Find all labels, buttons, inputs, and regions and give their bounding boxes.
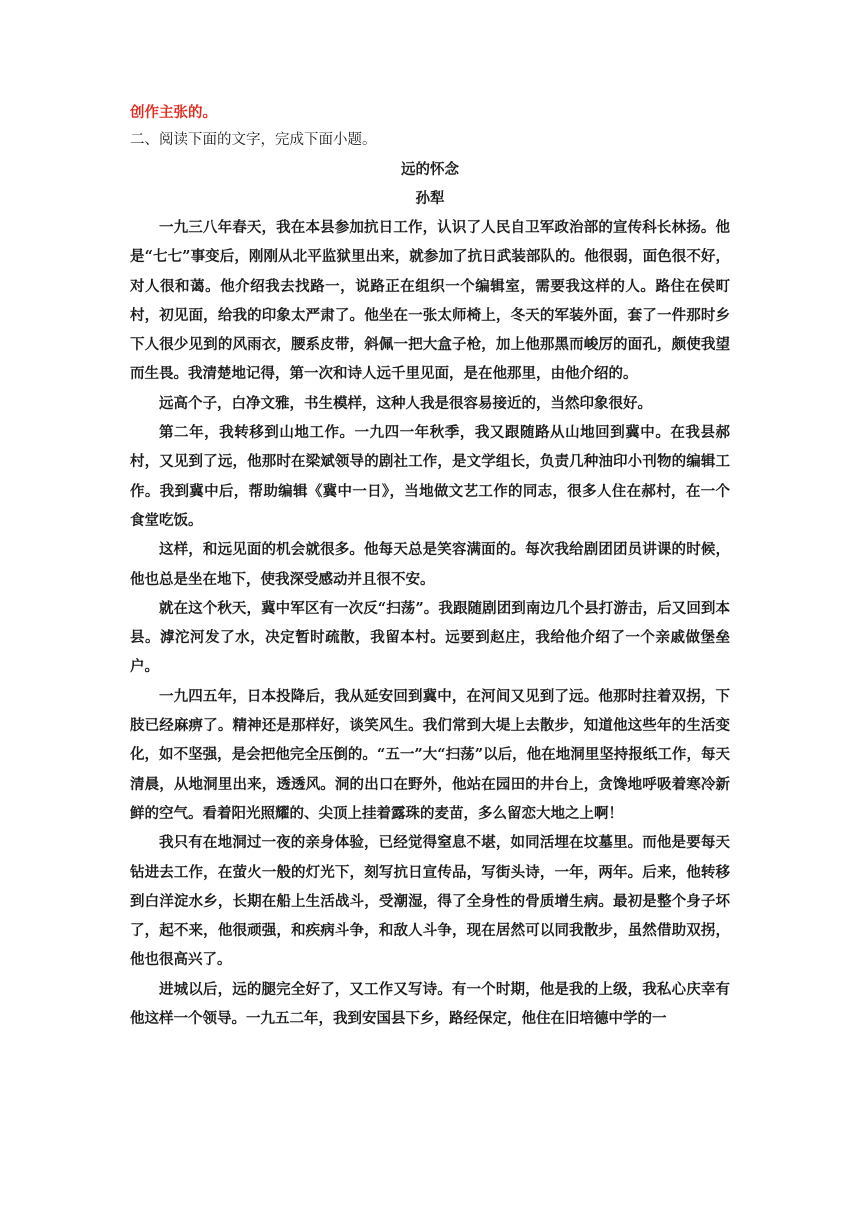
article-paragraph: 第二年，我转移到山地工作。一九四一年秋季，我又跟随路从山地回到冀中。在我县郝村，又见到了远，他那时在梁斌领导的剧社工作，是文学组长，负责几种油印小刊物的编辑工作。我到冀中后，帮助编辑《冀中一日》，当地做文艺工作的同志，很多人住在郝村，在一个食堂吃饭。 [130,424,730,529]
article-paragraph: 进城以后，远的腿完全好了，又工作又写诗。有一个时期，他是我的上级，我私心庆幸有他这样一个领导。一九五二年，我到安国县下乡，路经保定，他住在旧培德中学的一 [130,980,730,1028]
article-paragraph: 一九四五年，日本投降后，我从延安回到冀中，在河间又见到了远。他那时拄着双拐，下肢已经麻痹了。精神还是那样好，谈笑风生。我们常到大堤上去散步，知道他这些年的生活变化，如不坚强，是会把他完全压倒的。“五一”大“扫荡”以后，他在地洞里坚持报纸工作，每天清晨，从地洞里出来，透透风。洞的出口在野外，他站在园田的井台上，贪馋地呼吸着寒冷新鲜的空气。看着阳光照耀的、尖顶上挂着露珠的麦苗，多么留恋大地之上啊！ [130,687,730,822]
article-paragraph: 就在这个秋天，冀中军区有一次反“扫荡”。我跟随剧团到南边几个县打游击，后又回到本县。滹沱河发了水，决定暂时疏散，我留本村。远要到赵庄，我给他介绍了一个亲戚做堡垒户。 [130,599,730,676]
article-title: 远的怀念 [401,161,459,178]
article-paragraph: 一九三八年春天，我在本县参加抗日工作，认识了人民自卫军政治部的宣传科长林扬。他是“七七”事变后，刚刚从北平监狱里出来，就参加了抗日武装部队的。他很弱，面色很不好，对人很和蔼。他介绍我去找路一，说路正在组织一个编辑室，需要我这样的人。路住在侯町村，初见面，给我的印象太严肃了。他坐在一张太师椅上，冬天的军装外面，套了一件那时乡下人很少见到的风雨衣，腰系皮带，斜佩一把大盒子枪，加上他那黑而峻厉的面孔，颇使我望而生畏。我清楚地记得，第一次和诗人远千里见面，是在他那里，由他介绍的。 [130,219,730,383]
article-author: 孙犁 [415,190,445,207]
question-title: 二、阅读下面的文字，完成下面小题。 [130,132,377,148]
article-paragraph: 我只有在地洞过一夜的亲身体验，已经觉得窒息不堪，如同活埋在坟墓里。而他是要每天钻进去工作，在萤火一般的灯光下，刻写抗日宣传品，写街头诗，一年，两年。后来，他转移到白洋淀水乡，长期在船上生活战斗，受潮湿，得了全身性的骨质增生病。最初是整个身子坏了，起不来，他很顽强，和疾病斗争，和敌人斗争，现在居然可以同我散步，虽然借助双拐，他也很高兴了。 [130,834,730,969]
article-paragraph: 这样，和远见面的机会就很多。他每天总是笑容满面的。每次我给剧团团员讲课的时候，他也总是坐在地下，使我深受感动并且很不安。 [130,541,730,588]
previous-answer-fragment: 创作主张的。 [130,104,217,121]
document-page [130,100,730,1033]
article-paragraph: 远高个子，白净文雅，书生模样，这种人我是很容易接近的，当然印象很好。 [159,394,652,412]
